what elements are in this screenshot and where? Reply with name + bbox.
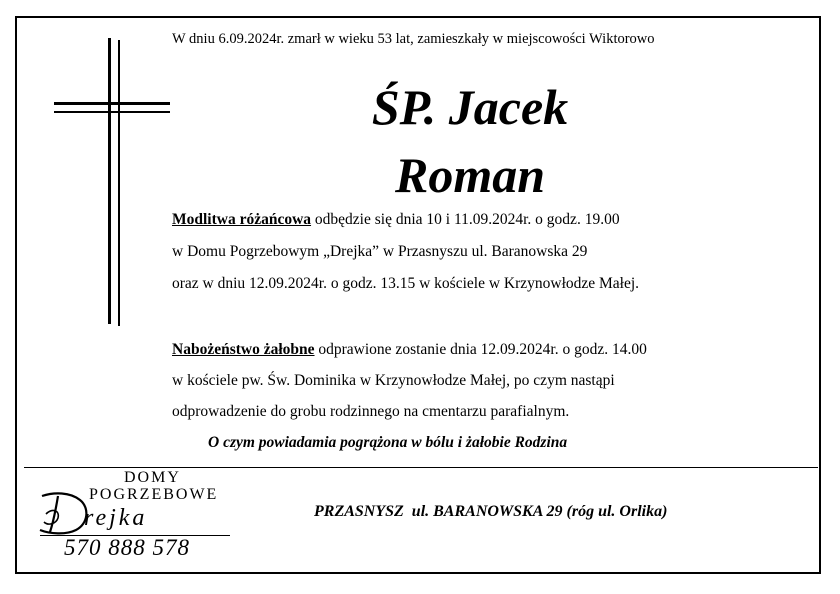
cross-horizontal-bar-inner [54, 111, 170, 113]
phone-number: 570 888 578 [64, 535, 190, 560]
deceased-name-line2: Roman [394, 147, 546, 203]
rosary-line-3: oraz w dniu 12.09.2024r. o godz. 13.15 w kościele w Krzynowłodze Małej. [172, 275, 640, 292]
rosary-label: Modlitwa różańcowa [172, 211, 312, 228]
funeral-line-2: w kościele pw. Św. Dominika w Krzynowłodze Małej, po czym nastąpi [172, 372, 615, 389]
closing-text: O czym powiadamia pogrążona w bólu i żałobie Rodzina [208, 434, 568, 451]
funeral-line-1-text: odprawione zostanie dnia 12.09.2024r. o godz. 14.00 [314, 341, 647, 358]
rosary-line-1-text: odbędzie się dnia 10 i 11.09.2024r. o godz. 19.00 [311, 211, 620, 228]
rosary-line-1 [172, 211, 620, 229]
logo-line-pogrzebowe: POGRZEBOWE [89, 486, 219, 503]
intro-text: W dniu 6.09.2024r. zmarł w wieku 53 lat, zamieszkały w miejscowości Wiktorowo [172, 31, 655, 47]
logo-line-domy: DOMY [124, 469, 181, 486]
deceased-name-line1: ŚP. Jacek [371, 79, 569, 135]
cross-horizontal-bar [54, 102, 170, 105]
funeral-line-3: odprowadzenie do grobu rodzinnego na cmentarzu parafialnym. [172, 403, 570, 420]
cross-vertical-bar [108, 38, 111, 324]
logo-name-text: rejka [84, 505, 148, 531]
rosary-line-2: w Domu Pogrzebowym „Drejka” w Przasnyszu ul. Baranowska 29 [172, 243, 588, 260]
cross-vertical-bar-inner [118, 40, 120, 326]
funeral-line-1 [172, 341, 647, 359]
funeral-home-address: PRZASNYSZ ul. BARANOWSKA 29 (róg ul. Orlika) [314, 503, 668, 520]
footer-divider [24, 467, 818, 468]
funeral-label: Nabożeństwo żałobne [172, 341, 315, 358]
